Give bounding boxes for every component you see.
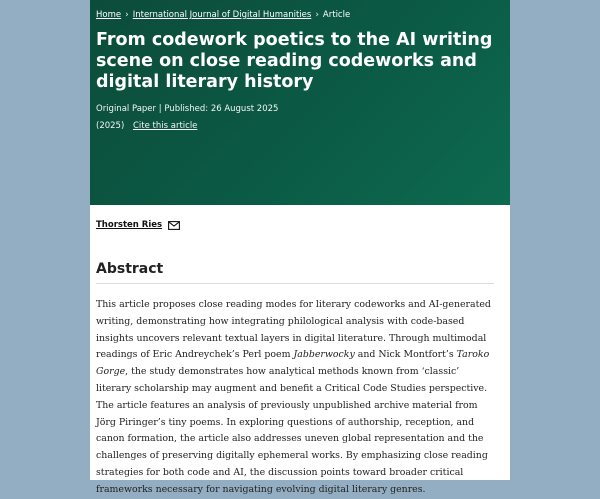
- mail-icon[interactable]: [168, 221, 180, 230]
- publication-date: Published: 26 August 2025: [164, 104, 279, 114]
- breadcrumb-home-link[interactable]: Home: [96, 10, 122, 20]
- abstract-text: [96, 297, 496, 499]
- chevron-right-icon: ›: [125, 10, 129, 20]
- article-header: [90, 0, 510, 205]
- breadcrumb-journal-link[interactable]: International Journal of Digital Humanities: [132, 10, 312, 20]
- work-title: Taroko Gorge: [96, 349, 490, 378]
- work-title: Jabberwocky: [293, 349, 355, 361]
- citation-row: [96, 121, 197, 131]
- abstract-text-part: and Nick Montfort’s: [354, 349, 457, 361]
- breadcrumb-current: Article: [322, 10, 351, 20]
- meta-separator: |: [158, 104, 165, 114]
- article-type: Original Paper: [96, 104, 157, 114]
- author-row: [96, 220, 180, 230]
- cite-article-link[interactable]: Cite this article: [132, 121, 198, 131]
- breadcrumb: [96, 10, 350, 20]
- abstract-text-part: , the study demonstrates how analytical methods known from ‘classic’ literary scholarship may augment and benefit a Critical Code Studies perspective. The article features an analysis of previously unpublished archive material from Jörg Piringer’s tiny poems. In exploring questions of authorship, reception, and canon formation, the article also addresses uneven global representation and the challenges of preserving digitally ephemeral works. By emphasizing close reading strategies for both code and AI, the discussion points toward broader critical frameworks necessary for navigating evolving digital literary genres.: [96, 366, 488, 495]
- article-title: From codework poetics to the AI writing scene on close reading codeworks and digital literary history: [96, 30, 493, 92]
- article-page: [90, 0, 510, 495]
- article-meta: [96, 104, 278, 114]
- author-link[interactable]: Thorsten Ries: [96, 220, 163, 230]
- chevron-right-icon: ›: [315, 10, 319, 20]
- abstract-text-part: This article proposes close reading modes for literary codeworks and AI-generated writing, demonstrating how integrating philological analysis with code-based insights uncovers relevant textual layers in digital literature. Through multimodal readings of Eric Andreychek’s Perl poem: [96, 299, 491, 361]
- abstract-heading: Abstract: [96, 261, 494, 284]
- publication-year: (2025): [96, 121, 125, 131]
